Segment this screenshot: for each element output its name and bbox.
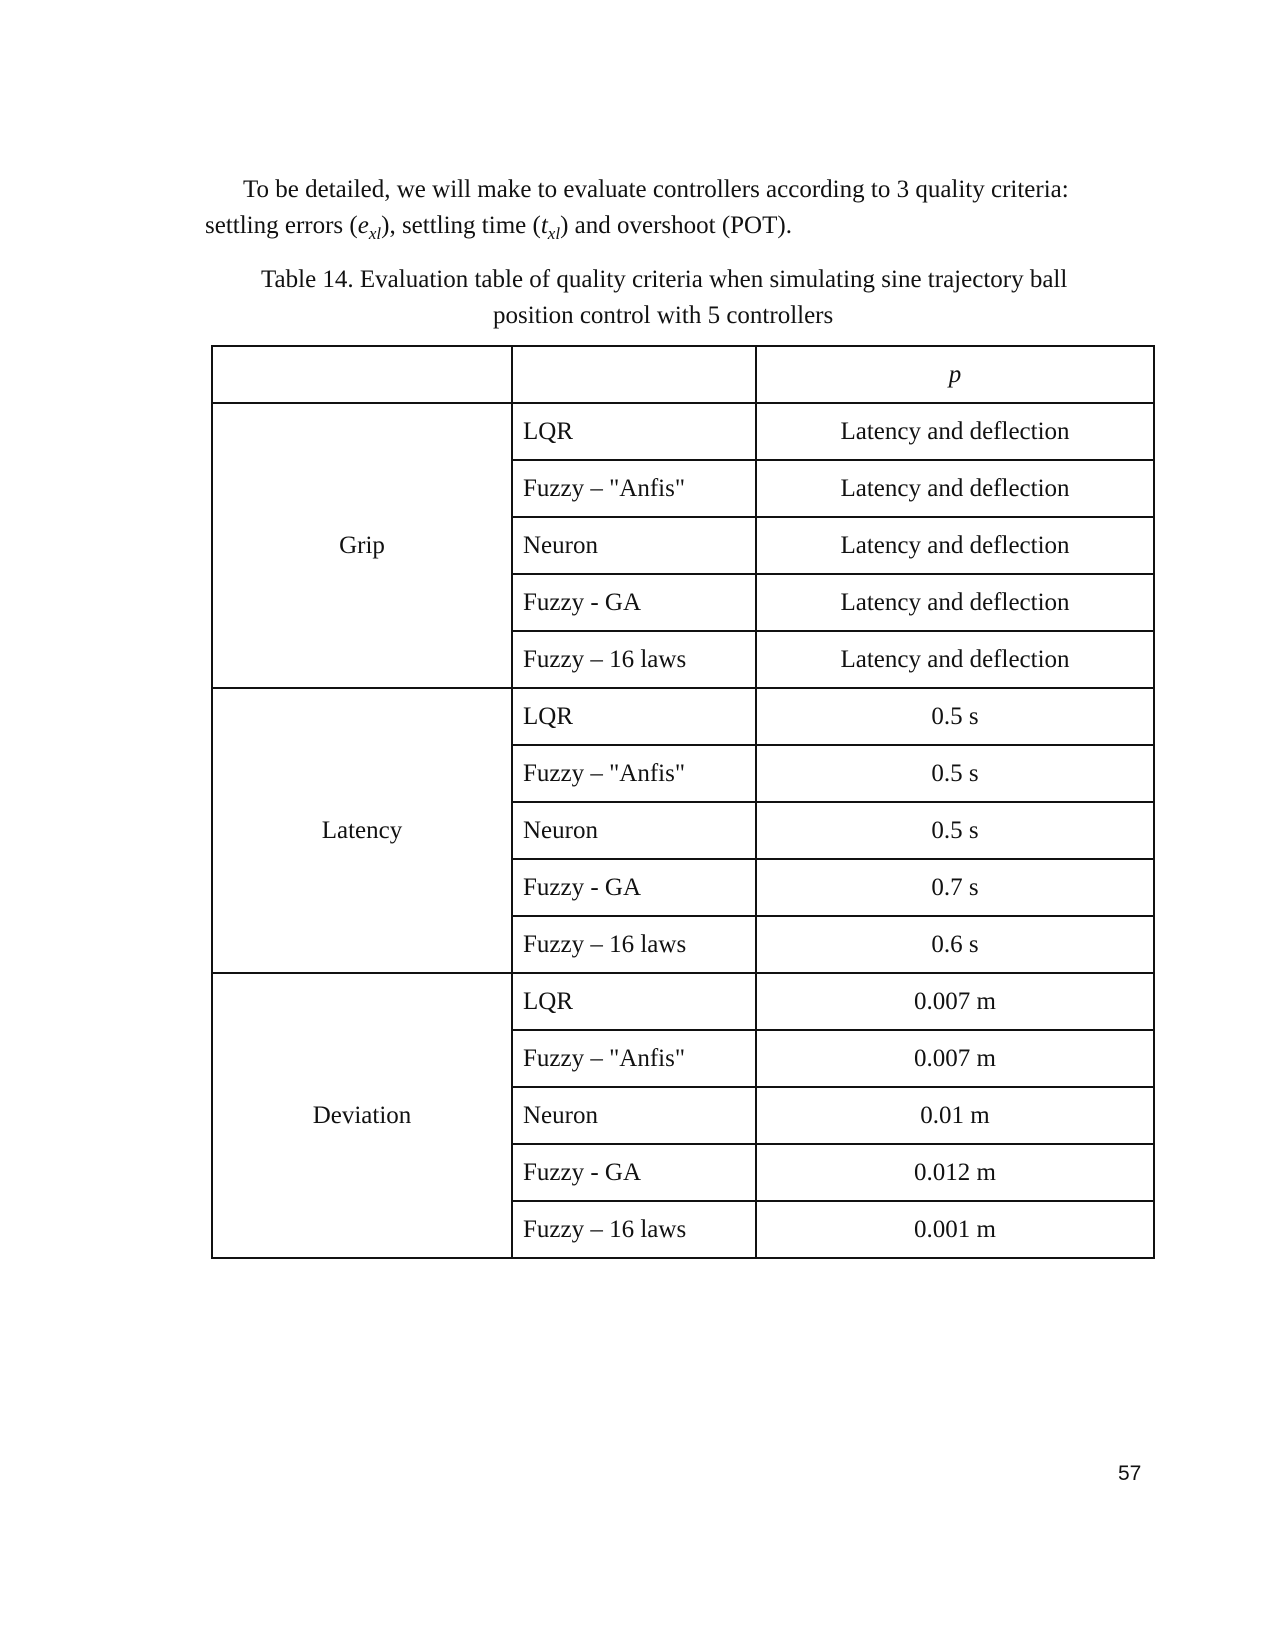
intro-line-2 bbox=[205, 208, 1150, 244]
header-cell-p: p bbox=[756, 346, 1154, 403]
table-header-row bbox=[212, 346, 1154, 403]
intro-prefix: settling errors ( bbox=[205, 212, 358, 239]
controller-cell: Neuron bbox=[512, 802, 756, 859]
value-cell: 0.01 m bbox=[756, 1087, 1154, 1144]
value-cell: Latency and deflection bbox=[756, 517, 1154, 574]
value-cell: Latency and deflection bbox=[756, 460, 1154, 517]
table-caption bbox=[205, 262, 1150, 334]
criterion-group-label: Latency bbox=[212, 688, 512, 973]
controller-cell: Fuzzy – 16 laws bbox=[512, 916, 756, 973]
controller-cell: Fuzzy – "Anfis" bbox=[512, 1030, 756, 1087]
controller-cell: LQR bbox=[512, 688, 756, 745]
intro-suffix: ) and overshoot (POT). bbox=[560, 212, 792, 239]
controller-cell: LQR bbox=[512, 403, 756, 460]
value-cell: 0.5 s bbox=[756, 802, 1154, 859]
value-cell: 0.5 s bbox=[756, 745, 1154, 802]
header-cell-2 bbox=[512, 346, 756, 403]
controller-cell: Fuzzy – 16 laws bbox=[512, 631, 756, 688]
controller-cell: Fuzzy – "Anfis" bbox=[512, 745, 756, 802]
controller-cell: Fuzzy - GA bbox=[512, 1144, 756, 1201]
criterion-group-label: Grip bbox=[212, 403, 512, 688]
settling-time-symbol: $t_{xl}$ bbox=[540, 212, 561, 243]
table-row bbox=[212, 688, 1154, 745]
intro-mid: ), settling time ( bbox=[381, 212, 541, 239]
controller-cell: Neuron bbox=[512, 1087, 756, 1144]
page-number: 57 bbox=[1118, 1462, 1142, 1485]
value-cell: 0.007 m bbox=[756, 1030, 1154, 1087]
header-cell-1 bbox=[212, 346, 512, 403]
caption-line-1: Table 14. Evaluation table of quality criteria when simulating sine trajectory ball bbox=[261, 266, 1068, 293]
settling-error-symbol: $e_{xl}$ bbox=[357, 212, 382, 243]
criterion-group-label: Deviation bbox=[212, 973, 512, 1258]
value-cell: 0.6 s bbox=[756, 916, 1154, 973]
value-cell: Latency and deflection bbox=[756, 403, 1154, 460]
value-cell: 0.007 m bbox=[756, 973, 1154, 1030]
intro-line-1: To be detailed, we will make to evaluate controllers according to 3 quality criteria: bbox=[243, 176, 1069, 203]
table-row bbox=[212, 973, 1154, 1030]
controller-cell: Fuzzy – "Anfis" bbox=[512, 460, 756, 517]
controller-cell: Fuzzy - GA bbox=[512, 859, 756, 916]
controller-cell: Neuron bbox=[512, 517, 756, 574]
controller-cell: LQR bbox=[512, 973, 756, 1030]
value-cell: 0.012 m bbox=[756, 1144, 1154, 1201]
controller-cell: Fuzzy – 16 laws bbox=[512, 1201, 756, 1258]
evaluation-table bbox=[211, 345, 1155, 1259]
caption-line-2: position control with 5 controllers bbox=[493, 302, 834, 329]
value-cell: Latency and deflection bbox=[756, 631, 1154, 688]
controller-cell: Fuzzy - GA bbox=[512, 574, 756, 631]
value-cell: 0.5 s bbox=[756, 688, 1154, 745]
intro-paragraph bbox=[205, 172, 1150, 244]
value-cell: 0.7 s bbox=[756, 859, 1154, 916]
table-row bbox=[212, 403, 1154, 460]
value-cell: 0.001 m bbox=[756, 1201, 1154, 1258]
value-cell: Latency and deflection bbox=[756, 574, 1154, 631]
